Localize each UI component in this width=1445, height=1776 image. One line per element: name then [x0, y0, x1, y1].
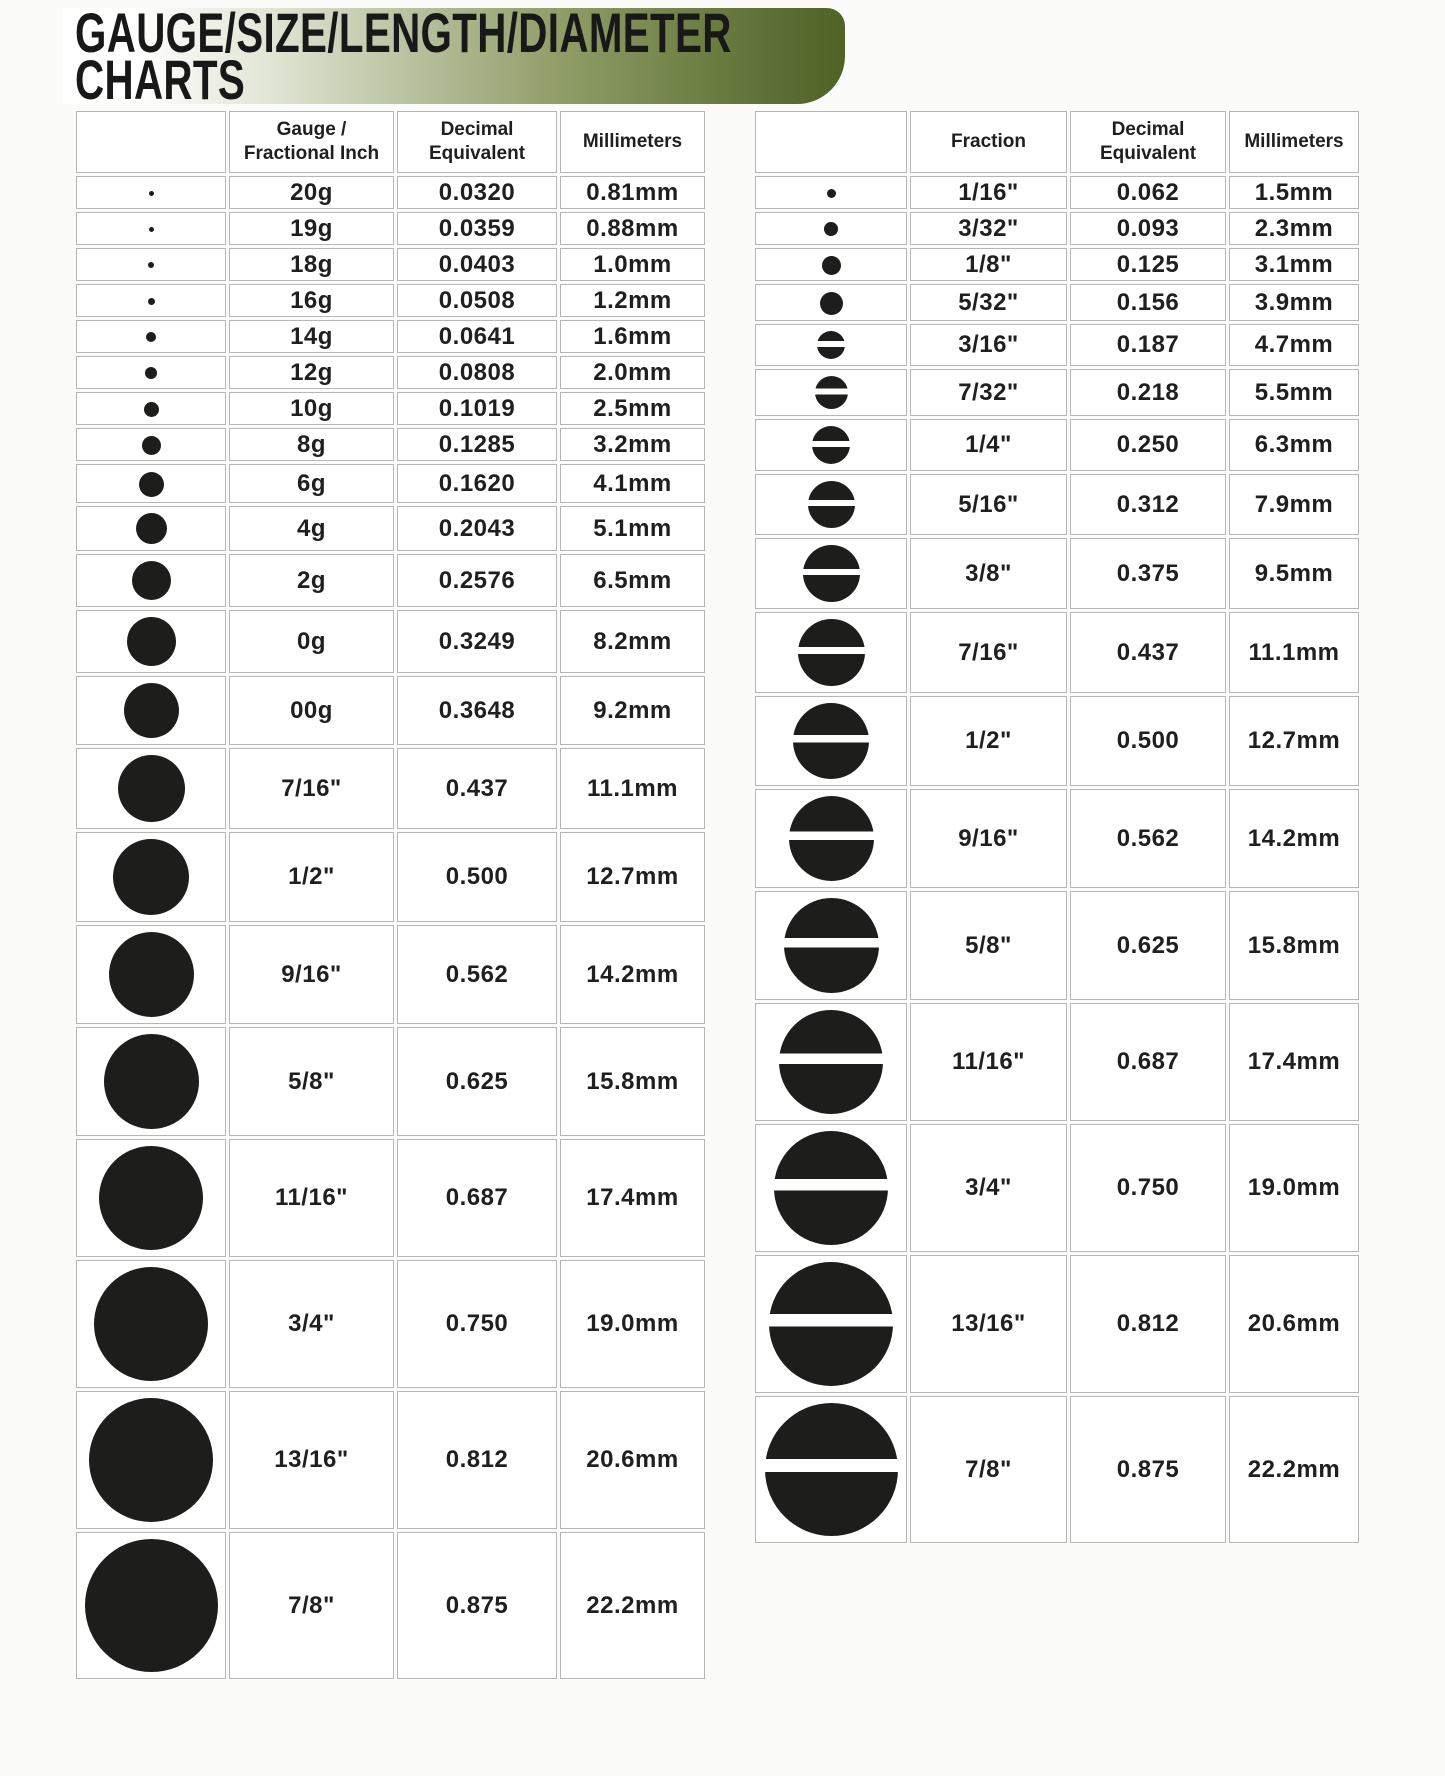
size-dot-cell — [76, 1027, 226, 1136]
striped-size-dot-icon — [812, 426, 850, 464]
size-dot-cell — [76, 356, 226, 389]
size-label-cell: 10g — [229, 392, 394, 425]
decimal-equivalent-cell: 0.0403 — [397, 248, 557, 281]
size-dot-cell — [755, 1124, 907, 1252]
size-label-cell: 8g — [229, 428, 394, 461]
striped-size-dot-icon — [815, 376, 848, 409]
decimal-equivalent-cell: 0.218 — [1070, 369, 1226, 416]
size-dot-cell — [755, 324, 907, 366]
size-label-cell: 13/16" — [910, 1255, 1067, 1393]
striped-size-dot-icon — [793, 703, 869, 779]
size-dot-icon — [127, 617, 176, 666]
page-title-line1: GAUGE/SIZE/LENGTH/DIAMETER — [75, 1, 732, 64]
table-row — [76, 212, 705, 245]
column-header: Decimal Equivalent — [397, 111, 557, 173]
striped-size-dot-icon — [803, 545, 860, 602]
size-label-cell: 16g — [229, 284, 394, 317]
size-dot-cell — [76, 832, 226, 922]
size-dot-icon — [104, 1034, 199, 1129]
decimal-equivalent-cell: 0.250 — [1070, 419, 1226, 471]
fraction-table — [752, 108, 1362, 1546]
size-dot-cell — [755, 474, 907, 535]
size-dot-cell — [76, 1391, 226, 1529]
millimeters-cell: 19.0mm — [1229, 1124, 1359, 1252]
millimeters-cell: 12.7mm — [1229, 696, 1359, 786]
size-dot-cell — [755, 891, 907, 1000]
striped-size-dot-icon — [765, 1403, 898, 1536]
charts-container — [73, 108, 1362, 1682]
millimeters-cell: 14.2mm — [1229, 789, 1359, 888]
table-row — [76, 1260, 705, 1388]
size-dot-cell — [755, 176, 907, 209]
striped-size-dot-icon — [774, 1131, 888, 1245]
millimeters-cell: 20.6mm — [1229, 1255, 1359, 1393]
size-dot-cell — [76, 284, 226, 317]
decimal-equivalent-cell: 0.0508 — [397, 284, 557, 317]
column-header: Millimeters — [560, 111, 705, 173]
decimal-equivalent-cell: 0.500 — [397, 832, 557, 922]
millimeters-cell: 22.2mm — [560, 1532, 705, 1679]
size-dot-cell — [76, 925, 226, 1024]
table-row — [755, 369, 1359, 416]
table-row — [76, 554, 705, 607]
table-row — [76, 748, 705, 829]
decimal-equivalent-cell: 0.0641 — [397, 320, 557, 353]
size-dot-cell — [755, 1396, 907, 1543]
size-dot-icon — [139, 472, 164, 497]
millimeters-cell: 20.6mm — [560, 1391, 705, 1529]
millimeters-cell: 9.5mm — [1229, 538, 1359, 609]
size-label-cell: 1/16" — [910, 176, 1067, 209]
size-dot-icon — [145, 367, 157, 379]
size-dot-icon — [136, 513, 167, 544]
size-dot-cell — [755, 696, 907, 786]
decimal-equivalent-cell: 0.3249 — [397, 610, 557, 673]
decimal-equivalent-cell: 0.437 — [1070, 612, 1226, 693]
millimeters-cell: 6.5mm — [560, 554, 705, 607]
millimeters-cell: 2.0mm — [560, 356, 705, 389]
decimal-equivalent-cell: 0.062 — [1070, 176, 1226, 209]
size-label-cell: 00g — [229, 676, 394, 745]
size-label-cell: 7/8" — [910, 1396, 1067, 1543]
table-row — [755, 474, 1359, 535]
millimeters-cell: 15.8mm — [560, 1027, 705, 1136]
table-row — [76, 248, 705, 281]
striped-size-dot-icon — [808, 481, 855, 528]
table-row — [76, 676, 705, 745]
millimeters-cell: 4.7mm — [1229, 324, 1359, 366]
size-dot-cell — [76, 212, 226, 245]
table-row — [76, 1532, 705, 1679]
millimeters-cell: 22.2mm — [1229, 1396, 1359, 1543]
millimeters-cell: 3.2mm — [560, 428, 705, 461]
column-header: Millimeters — [1229, 111, 1359, 173]
decimal-equivalent-cell: 0.125 — [1070, 248, 1226, 281]
decimal-equivalent-cell: 0.1019 — [397, 392, 557, 425]
table-row — [76, 1391, 705, 1529]
millimeters-cell: 11.1mm — [560, 748, 705, 829]
size-dot-cell — [76, 610, 226, 673]
table-row — [755, 324, 1359, 366]
table-row — [755, 284, 1359, 321]
millimeters-cell: 1.5mm — [1229, 176, 1359, 209]
size-dot-icon — [94, 1267, 208, 1381]
millimeters-cell: 2.5mm — [560, 392, 705, 425]
size-label-cell: 3/8" — [910, 538, 1067, 609]
decimal-equivalent-cell: 0.3648 — [397, 676, 557, 745]
table-row — [755, 1255, 1359, 1393]
gauge-fractional-inch-table — [73, 108, 708, 1682]
header-row — [76, 111, 705, 173]
decimal-equivalent-cell: 0.0359 — [397, 212, 557, 245]
size-label-cell: 7/8" — [229, 1532, 394, 1679]
size-dot-cell — [76, 554, 226, 607]
table-row — [755, 1396, 1359, 1543]
size-dot-icon — [99, 1146, 203, 1250]
striped-size-dot-icon — [817, 331, 845, 359]
decimal-equivalent-cell: 0.1620 — [397, 464, 557, 503]
size-dot-icon — [132, 561, 171, 600]
size-dot-cell — [76, 248, 226, 281]
millimeters-cell: 9.2mm — [560, 676, 705, 745]
size-label-cell: 1/4" — [910, 419, 1067, 471]
size-dot-cell — [76, 676, 226, 745]
striped-size-dot-icon — [779, 1010, 883, 1114]
size-dot-icon — [85, 1539, 218, 1672]
millimeters-cell: 3.9mm — [1229, 284, 1359, 321]
size-label-cell: 13/16" — [229, 1391, 394, 1529]
table-row — [76, 925, 705, 1024]
column-header — [76, 111, 226, 173]
size-dot-cell — [755, 612, 907, 693]
millimeters-cell: 1.0mm — [560, 248, 705, 281]
millimeters-cell: 0.81mm — [560, 176, 705, 209]
millimeters-cell: 6.3mm — [1229, 419, 1359, 471]
size-label-cell: 3/32" — [910, 212, 1067, 245]
size-dot-icon — [142, 436, 161, 455]
table-row — [755, 1124, 1359, 1252]
decimal-equivalent-cell: 0.312 — [1070, 474, 1226, 535]
size-dot-cell — [76, 748, 226, 829]
decimal-equivalent-cell: 0.2043 — [397, 506, 557, 551]
column-header — [755, 111, 907, 173]
size-label-cell: 1/2" — [910, 696, 1067, 786]
size-label-cell: 5/8" — [229, 1027, 394, 1136]
striped-size-dot-icon — [769, 1262, 893, 1386]
millimeters-cell: 2.3mm — [1229, 212, 1359, 245]
table-row — [76, 832, 705, 922]
size-dot-cell — [755, 789, 907, 888]
millimeters-cell: 14.2mm — [560, 925, 705, 1024]
size-dot-icon — [148, 262, 154, 268]
table-row — [76, 428, 705, 461]
size-dot-icon — [824, 222, 838, 236]
column-header: Fraction — [910, 111, 1067, 173]
decimal-equivalent-cell: 0.625 — [397, 1027, 557, 1136]
decimal-equivalent-cell: 0.812 — [397, 1391, 557, 1529]
size-dot-cell — [755, 284, 907, 321]
decimal-equivalent-cell: 0.812 — [1070, 1255, 1226, 1393]
size-dot-icon — [109, 932, 194, 1017]
decimal-equivalent-cell: 0.562 — [397, 925, 557, 1024]
size-dot-cell — [76, 1260, 226, 1388]
table-row — [755, 1003, 1359, 1121]
decimal-equivalent-cell: 0.156 — [1070, 284, 1226, 321]
size-label-cell: 19g — [229, 212, 394, 245]
decimal-equivalent-cell: 0.2576 — [397, 554, 557, 607]
striped-size-dot-icon — [798, 619, 865, 686]
size-label-cell: 14g — [229, 320, 394, 353]
table-row — [76, 392, 705, 425]
size-dot-icon — [149, 227, 154, 232]
size-label-cell: 5/32" — [910, 284, 1067, 321]
header-row — [755, 111, 1359, 173]
millimeters-cell: 5.1mm — [560, 506, 705, 551]
millimeters-cell: 17.4mm — [560, 1139, 705, 1257]
millimeters-cell: 15.8mm — [1229, 891, 1359, 1000]
decimal-equivalent-cell: 0.875 — [1070, 1396, 1226, 1543]
table-row — [755, 176, 1359, 209]
millimeters-cell: 1.6mm — [560, 320, 705, 353]
size-dot-cell — [755, 212, 907, 245]
size-label-cell: 3/16" — [910, 324, 1067, 366]
decimal-equivalent-cell: 0.750 — [1070, 1124, 1226, 1252]
millimeters-cell: 1.2mm — [560, 284, 705, 317]
size-dot-icon — [146, 332, 156, 342]
decimal-equivalent-cell: 0.875 — [397, 1532, 557, 1679]
size-label-cell: 12g — [229, 356, 394, 389]
decimal-equivalent-cell: 0.187 — [1070, 324, 1226, 366]
millimeters-cell: 4.1mm — [560, 464, 705, 503]
size-label-cell: 5/8" — [910, 891, 1067, 1000]
size-dot-icon — [113, 839, 189, 915]
size-dot-cell — [755, 538, 907, 609]
table-row — [755, 538, 1359, 609]
size-dot-icon — [822, 256, 841, 275]
size-dot-icon — [149, 191, 154, 196]
size-label-cell: 2g — [229, 554, 394, 607]
table-row — [76, 506, 705, 551]
decimal-equivalent-cell: 0.687 — [1070, 1003, 1226, 1121]
table-row — [76, 320, 705, 353]
size-dot-cell — [755, 1255, 907, 1393]
size-label-cell: 7/32" — [910, 369, 1067, 416]
decimal-equivalent-cell: 0.437 — [397, 748, 557, 829]
decimal-equivalent-cell: 0.500 — [1070, 696, 1226, 786]
size-dot-icon — [89, 1398, 213, 1522]
size-dot-cell — [76, 428, 226, 461]
size-dot-cell — [76, 392, 226, 425]
size-label-cell: 9/16" — [229, 925, 394, 1024]
size-label-cell: 7/16" — [229, 748, 394, 829]
size-label-cell: 1/2" — [229, 832, 394, 922]
size-dot-cell — [755, 369, 907, 416]
millimeters-cell: 7.9mm — [1229, 474, 1359, 535]
table-row — [755, 696, 1359, 786]
table-row — [76, 1027, 705, 1136]
size-dot-icon — [820, 292, 843, 315]
table-row — [76, 464, 705, 503]
millimeters-cell: 19.0mm — [560, 1260, 705, 1388]
size-dot-cell — [76, 176, 226, 209]
table-row — [76, 176, 705, 209]
size-label-cell: 3/4" — [910, 1124, 1067, 1252]
decimal-equivalent-cell: 0.687 — [397, 1139, 557, 1257]
size-dot-cell — [76, 464, 226, 503]
size-dot-cell — [76, 320, 226, 353]
table-row — [755, 212, 1359, 245]
millimeters-cell: 3.1mm — [1229, 248, 1359, 281]
size-dot-icon — [144, 402, 159, 417]
size-dot-cell — [755, 419, 907, 471]
size-label-cell: 0g — [229, 610, 394, 673]
striped-size-dot-icon — [789, 796, 874, 881]
size-dot-icon — [118, 755, 185, 822]
decimal-equivalent-cell: 0.1285 — [397, 428, 557, 461]
table-row — [755, 419, 1359, 471]
decimal-equivalent-cell: 0.562 — [1070, 789, 1226, 888]
table-row — [755, 248, 1359, 281]
table-row — [755, 612, 1359, 693]
millimeters-cell: 5.5mm — [1229, 369, 1359, 416]
size-label-cell: 5/16" — [910, 474, 1067, 535]
size-dot-cell — [755, 1003, 907, 1121]
millimeters-cell: 11.1mm — [1229, 612, 1359, 693]
size-label-cell: 11/16" — [229, 1139, 394, 1257]
table-row — [755, 789, 1359, 888]
size-label-cell: 20g — [229, 176, 394, 209]
size-label-cell: 11/16" — [910, 1003, 1067, 1121]
decimal-equivalent-cell: 0.0320 — [397, 176, 557, 209]
size-label-cell: 6g — [229, 464, 394, 503]
page-title-line2: CHARTS — [75, 48, 246, 111]
size-dot-cell — [76, 1139, 226, 1257]
size-label-cell: 18g — [229, 248, 394, 281]
decimal-equivalent-cell: 0.093 — [1070, 212, 1226, 245]
size-label-cell: 4g — [229, 506, 394, 551]
decimal-equivalent-cell: 0.375 — [1070, 538, 1226, 609]
decimal-equivalent-cell: 0.625 — [1070, 891, 1226, 1000]
table-row — [76, 610, 705, 673]
millimeters-cell: 8.2mm — [560, 610, 705, 673]
size-dot-icon — [827, 189, 836, 198]
size-label-cell: 9/16" — [910, 789, 1067, 888]
table-row — [76, 356, 705, 389]
size-dot-icon — [148, 298, 155, 305]
size-dot-cell — [76, 1532, 226, 1679]
size-dot-cell — [76, 506, 226, 551]
title-banner — [63, 1, 845, 111]
size-label-cell: 3/4" — [229, 1260, 394, 1388]
table-row — [76, 284, 705, 317]
column-header: Gauge / Fractional Inch — [229, 111, 394, 173]
decimal-equivalent-cell: 0.0808 — [397, 356, 557, 389]
size-dot-icon — [124, 683, 179, 738]
table-row — [755, 891, 1359, 1000]
millimeters-cell: 12.7mm — [560, 832, 705, 922]
table-row — [76, 1139, 705, 1257]
size-label-cell: 1/8" — [910, 248, 1067, 281]
millimeters-cell: 0.88mm — [560, 212, 705, 245]
size-label-cell: 7/16" — [910, 612, 1067, 693]
millimeters-cell: 17.4mm — [1229, 1003, 1359, 1121]
size-dot-cell — [755, 248, 907, 281]
decimal-equivalent-cell: 0.750 — [397, 1260, 557, 1388]
striped-size-dot-icon — [784, 898, 879, 993]
column-header: Decimal Equivalent — [1070, 111, 1226, 173]
